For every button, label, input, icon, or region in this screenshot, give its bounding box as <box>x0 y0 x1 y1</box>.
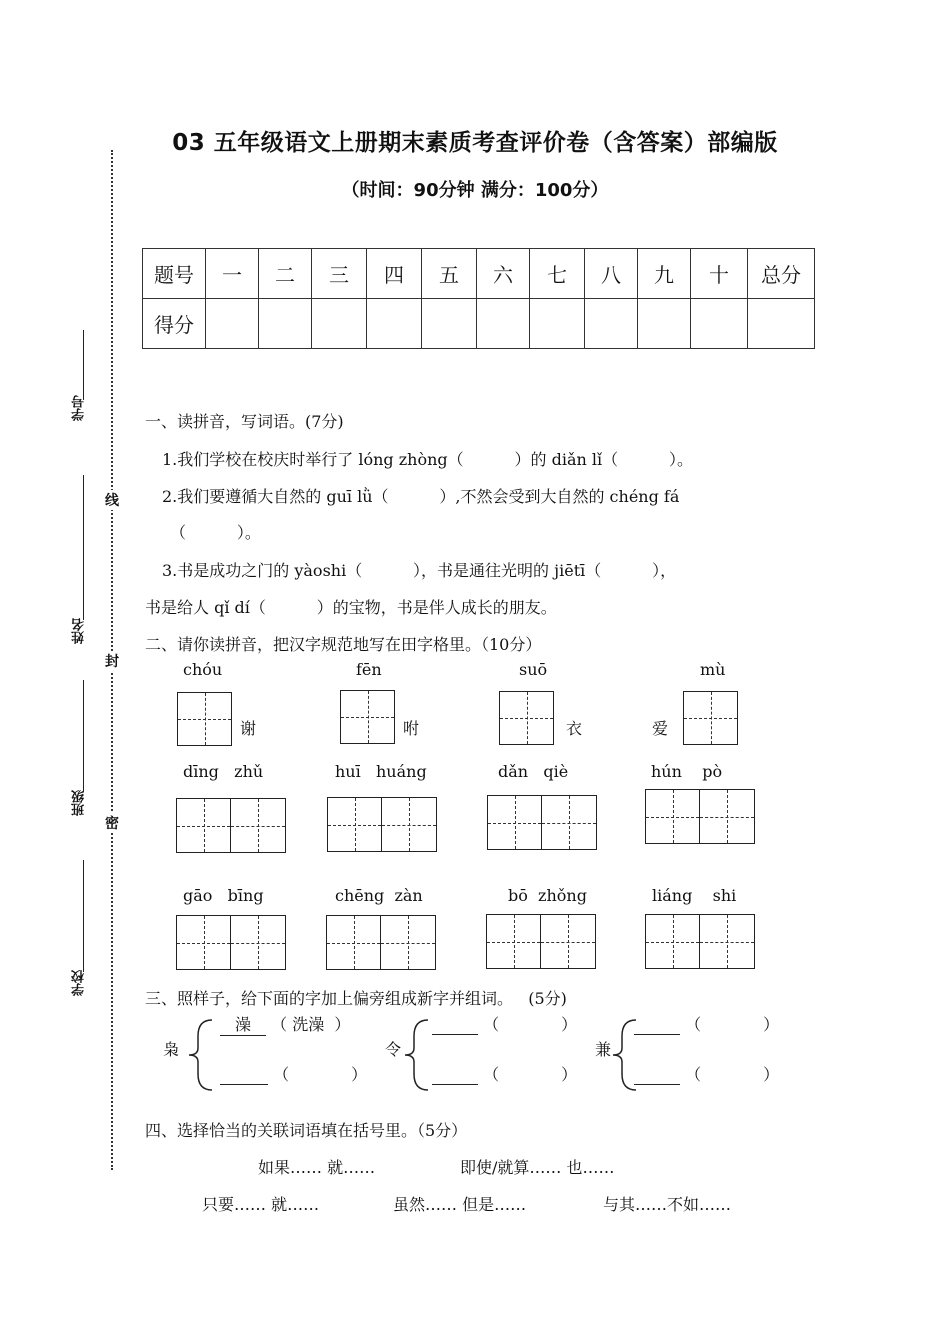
s1-line2a: 2.我们要遵循大自然的 guī lǜ（ ）,不然会受到大自然的 chéng fá <box>162 487 680 506</box>
answer-row[interactable] <box>432 1012 577 1035</box>
pinyin-label: fēn <box>356 660 382 679</box>
pinyin-label: dǎn qiè <box>498 762 569 781</box>
left-paren: （ <box>483 1065 500 1084</box>
answer-blank[interactable] <box>634 1015 680 1035</box>
base-char-3: 兼 <box>595 1040 612 1059</box>
score-cell[interactable] <box>477 299 530 349</box>
score-cell[interactable] <box>585 299 638 349</box>
score-header-cell: 二 <box>259 249 312 299</box>
seal-feng: 封 <box>105 651 119 671</box>
score-header-cell: 七 <box>530 249 585 299</box>
student-id-label: 学号 <box>72 395 87 421</box>
tianzige-double[interactable] <box>176 798 286 853</box>
connective-word: 如果…… 就…… <box>258 1158 376 1177</box>
s1-line2b: （ ）。 <box>170 523 261 542</box>
connective-word: 即使/就算…… 也…… <box>460 1158 615 1177</box>
s1-line3b: 书是给人 qǐ dí（ ）的宝物，书是伴人成长的朋友。 <box>145 598 557 617</box>
pinyin-label: hún pò <box>651 762 723 781</box>
answer-row[interactable] <box>432 1062 577 1085</box>
answer-blank[interactable] <box>220 1065 268 1085</box>
pinyin-label: chēng zàn <box>335 886 423 905</box>
right-paren: ） <box>334 1015 351 1034</box>
given-char: 爱 <box>652 719 669 738</box>
tianzige-double[interactable] <box>176 915 286 970</box>
answer-row[interactable] <box>634 1062 779 1085</box>
example-row <box>220 1012 350 1036</box>
given-char: 谢 <box>240 719 257 738</box>
seal-mi: 密 <box>105 813 119 833</box>
left-paren: （ <box>685 1015 702 1034</box>
example-new-char: 澡 <box>220 1012 266 1036</box>
tianzige-box[interactable] <box>340 690 395 744</box>
class-label: 班级 <box>72 790 87 816</box>
base-char-1: 枭 <box>163 1040 180 1059</box>
right-paren: ） <box>351 1065 368 1084</box>
tianzige-box[interactable] <box>177 692 232 746</box>
right-paren: ） <box>763 1015 780 1034</box>
class-line[interactable] <box>83 680 84 792</box>
answer-blank[interactable] <box>634 1065 680 1085</box>
score-cell[interactable] <box>367 299 422 349</box>
school-line[interactable] <box>83 860 84 972</box>
score-row-label: 得分 <box>143 299 206 349</box>
score-cell[interactable] <box>422 299 477 349</box>
answer-row[interactable] <box>220 1062 367 1085</box>
score-header-cell: 题号 <box>143 249 206 299</box>
pinyin-label: huī huáng <box>335 762 427 781</box>
score-cell[interactable] <box>259 299 312 349</box>
given-char: 咐 <box>403 719 420 738</box>
pinyin-label: dīng zhǔ <box>183 762 264 781</box>
tianzige-double[interactable] <box>645 789 755 844</box>
score-cell[interactable] <box>638 299 691 349</box>
tianzige-double[interactable] <box>486 914 596 969</box>
score-cell[interactable] <box>530 299 585 349</box>
pinyin-label: liáng shi <box>652 886 737 905</box>
tianzige-double[interactable] <box>645 914 755 969</box>
score-header-cell: 四 <box>367 249 422 299</box>
pinyin-label: mù <box>700 660 726 679</box>
page-subtitle: （时间：90分钟 满分：100分） <box>341 180 609 201</box>
score-cell[interactable] <box>206 299 259 349</box>
given-char: 衣 <box>566 719 583 738</box>
score-cell[interactable] <box>691 299 748 349</box>
school-label: 学校 <box>72 970 87 996</box>
section2-heading: 二、请你读拼音，把汉字规范地写在田字格里。（10分） <box>145 635 542 654</box>
score-table-header-row <box>143 249 815 299</box>
tianzige-box[interactable] <box>499 691 554 745</box>
score-cell[interactable] <box>748 299 815 349</box>
answer-blank[interactable] <box>432 1065 478 1085</box>
right-paren: ） <box>561 1065 578 1084</box>
pinyin-label: bō zhǒng <box>508 886 587 905</box>
score-header-cell: 总分 <box>748 249 815 299</box>
score-header-cell: 十 <box>691 249 748 299</box>
score-cell[interactable] <box>312 299 367 349</box>
example-word: 洗澡 <box>292 1015 325 1034</box>
base-char-2: 令 <box>385 1040 402 1059</box>
score-header-cell: 九 <box>638 249 691 299</box>
left-paren: （ <box>271 1015 288 1034</box>
left-paren: （ <box>685 1065 702 1084</box>
s1-line1: 1.我们学校在校庆时举行了 lóng zhòng（ ）的 diǎn lǐ（ ）。 <box>162 450 693 469</box>
left-paren: （ <box>273 1065 290 1084</box>
left-paren: （ <box>483 1015 500 1034</box>
score-header-cell: 六 <box>477 249 530 299</box>
tianzige-double[interactable] <box>327 797 437 852</box>
right-paren: ） <box>561 1015 578 1034</box>
right-paren: ） <box>763 1065 780 1084</box>
student-id-line[interactable] <box>83 330 84 400</box>
score-header-cell: 五 <box>422 249 477 299</box>
tianzige-double[interactable] <box>487 795 597 850</box>
seal-xian: 线 <box>105 490 119 510</box>
score-table <box>142 248 815 349</box>
name-label: 姓名 <box>72 618 87 644</box>
pinyin-label: chóu <box>183 660 223 679</box>
page-title: 03 五年级语文上册期末素质考查评价卷（含答案）部编版 <box>172 130 778 156</box>
brace-icon <box>402 1018 432 1092</box>
score-table-score-row <box>143 299 815 349</box>
score-header-cell: 一 <box>206 249 259 299</box>
name-line[interactable] <box>83 475 84 620</box>
connective-word: 与其……不如…… <box>603 1195 732 1214</box>
tianzige-double[interactable] <box>326 915 436 970</box>
answer-row[interactable] <box>634 1012 779 1035</box>
section1-heading: 一、读拼音，写词语。(7分) <box>145 412 344 431</box>
section4-heading: 四、选择恰当的关联词语填在括号里。（5分） <box>145 1121 468 1140</box>
score-header-cell: 三 <box>312 249 367 299</box>
pinyin-label: gāo bīng <box>183 886 264 905</box>
pinyin-label: suō <box>519 660 548 679</box>
section3-heading: 三、照样子，给下面的字加上偏旁组成新字并组词。 (5分) <box>145 989 567 1008</box>
brace-icon <box>186 1018 216 1092</box>
s1-line3a: 3.书是成功之门的 yàoshi（ ），书是通往光明的 jiētī（ ）， <box>162 561 677 580</box>
connective-word: 虽然…… 但是…… <box>393 1195 527 1214</box>
tianzige-box[interactable] <box>683 691 738 745</box>
connective-word: 只要…… 就…… <box>202 1195 320 1214</box>
answer-blank[interactable] <box>432 1015 478 1035</box>
score-header-cell: 八 <box>585 249 638 299</box>
